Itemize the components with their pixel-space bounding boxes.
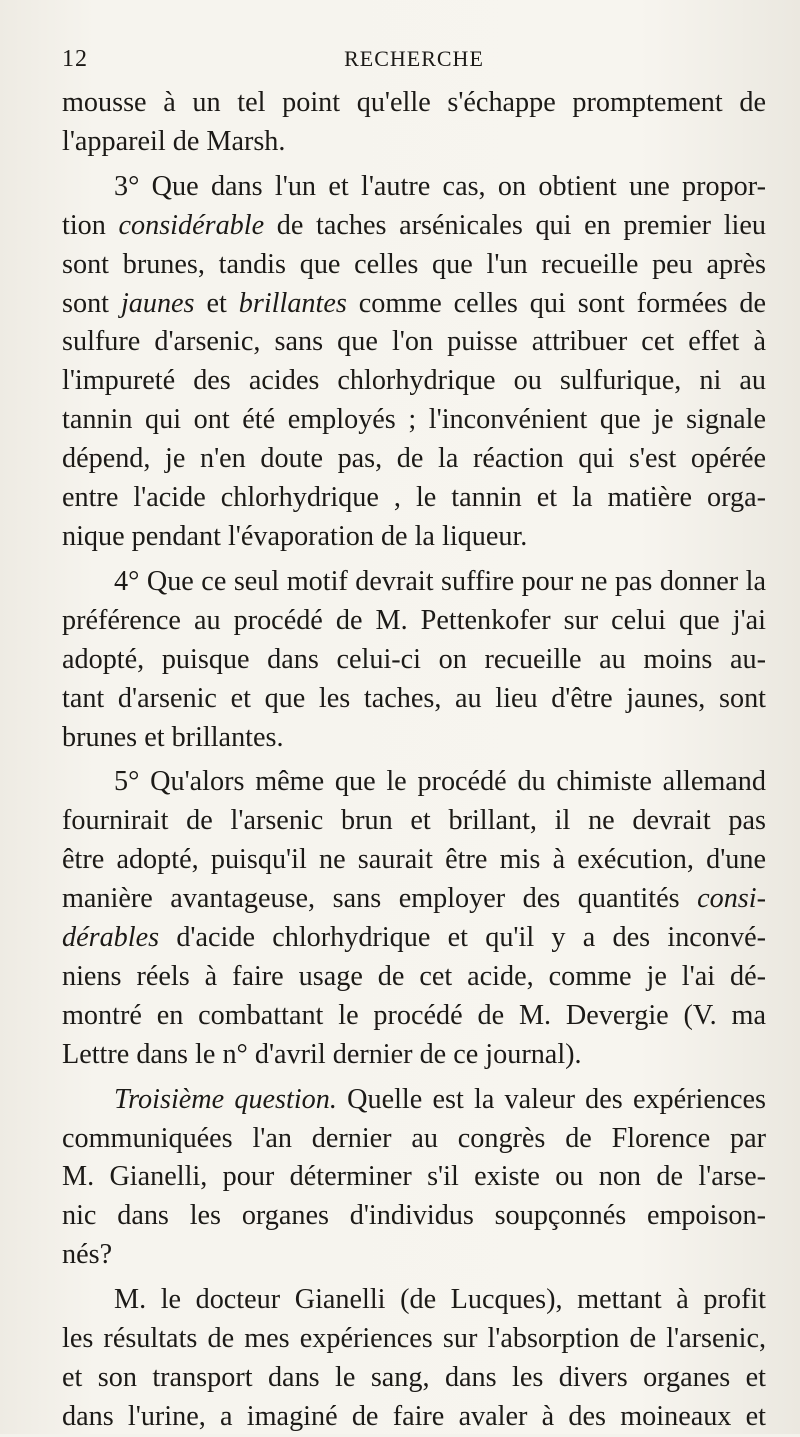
paragraph (62, 84, 766, 162)
text-span: 4° Que ce seul motif devrait suffire pour ne pas donner la (114, 565, 766, 597)
text-span: montré en combattant le procédé de M. Devergie (V. ma (62, 999, 766, 1031)
text-line (62, 1120, 766, 1159)
text-line (62, 880, 766, 919)
italic-text: brillantes (238, 287, 347, 319)
text-line (62, 246, 766, 285)
text-line (62, 602, 766, 641)
page-header (62, 44, 766, 84)
text-line (62, 1081, 766, 1120)
text-span: sont brunes, tandis que celles que l'un recueille peu après (62, 248, 766, 280)
text-span: adopté, puisque dans celui-ci on recueille au moins au- (62, 643, 766, 675)
paragraph (62, 168, 766, 557)
text-line (62, 323, 766, 362)
text-line (62, 641, 766, 680)
text-span: 5° Qu'alors même que le procédé du chimiste allemand (114, 766, 766, 798)
text-span: comme celles qui sont formées de (346, 287, 767, 319)
page-number: 12 (62, 46, 88, 72)
text-span: dans l'urine, a imaginé de faire avaler à des moineaux et (62, 1400, 766, 1432)
italic-text: considérable (118, 209, 265, 241)
text-span: tion (62, 209, 119, 241)
paragraph (62, 1281, 766, 1437)
italic-text: dérables (62, 922, 160, 954)
text-line (62, 1320, 766, 1359)
text-line (62, 207, 766, 246)
text-line (62, 680, 766, 719)
text-line (62, 563, 766, 602)
italic-text: Troisième question. (114, 1083, 337, 1115)
text-span: de taches arsénicales qui en premier lieu (264, 209, 766, 241)
text-span: brunes et brillantes. (62, 721, 284, 753)
text-line (62, 479, 766, 518)
text-line (62, 1197, 766, 1236)
text-span: Quelle est la valeur des expériences (336, 1083, 766, 1115)
text-line (62, 919, 766, 958)
text-span: tant d'arsenic et que les taches, au lieu d'être jaunes, sont (62, 682, 766, 714)
text-line (62, 401, 766, 440)
paragraph (62, 563, 766, 758)
text-line (62, 1236, 766, 1275)
text-line (62, 719, 766, 758)
text-line (62, 518, 766, 557)
text-line (62, 362, 766, 401)
text-span: M. le docteur Gianelli (de Lucques), mettant à profit (114, 1284, 766, 1316)
text-span: les résultats de mes expériences sur l'absorption de l'arsenic, (62, 1323, 766, 1355)
text-line (62, 123, 766, 162)
text-span: entre l'acide chlorhydrique , le tannin et la matière orga- (62, 482, 766, 514)
text-span: dépend, je n'en doute pas, de la réaction qui s'est opérée (62, 443, 766, 475)
text-line (62, 802, 766, 841)
text-span: niens réels à faire usage de cet acide, comme je l'ai dé- (62, 960, 766, 992)
text-span: nés? (62, 1239, 113, 1271)
text-span: et (194, 287, 239, 319)
text-span: fournirait de l'arsenic brun et brillant, il ne devrait pas (62, 805, 766, 837)
text-span: sont (62, 287, 121, 319)
body-text (62, 84, 766, 1437)
paragraph (62, 763, 766, 1074)
text-span: manière avantageuse, sans employer des quantités (62, 883, 698, 915)
italic-text: consi- (697, 883, 766, 915)
text-line (62, 285, 766, 324)
text-span: sulfure d'arsenic, sans que l'on puisse attribuer cet effet à (62, 326, 766, 358)
text-line (62, 958, 766, 997)
text-span: 3° Que dans l'un et l'autre cas, on obtient une propor- (114, 170, 766, 202)
text-span: être adopté, puisqu'il ne saurait être mis à exécution, d'une (62, 844, 766, 876)
text-line (62, 1359, 766, 1398)
text-line (62, 168, 766, 207)
text-line (62, 1281, 766, 1320)
text-span: l'impureté des acides chlorhydrique ou sulfurique, ni au (62, 365, 766, 397)
text-line (62, 84, 766, 123)
text-span: M. Gianelli, pour déterminer s'il existe ou non de l'arse- (62, 1161, 766, 1193)
text-span: préférence au procédé de M. Pettenkofer sur celui que j'ai (62, 604, 766, 636)
text-span: nic dans les organes d'individus soupçonnés empoison- (62, 1200, 766, 1232)
text-line (62, 997, 766, 1036)
text-span: et son transport dans le sang, dans les divers organes et (62, 1362, 766, 1393)
italic-text: jaunes (120, 287, 195, 319)
text-line (62, 841, 766, 880)
text-span: mousse à un tel point qu'elle s'échappe promptement de (62, 87, 766, 118)
text-span: communiquées l'an dernier au congrès de Florence par (62, 1122, 766, 1154)
text-span: nique pendant l'évaporation de la liqueur. (62, 520, 528, 552)
text-line (62, 1398, 766, 1437)
text-line (62, 1036, 766, 1075)
running-head: RECHERCHE (344, 46, 484, 71)
text-span: Lettre dans le n° d'avril dernier de ce journal). (62, 1038, 582, 1070)
text-line (62, 763, 766, 802)
text-line (62, 1158, 766, 1197)
paragraph (62, 1081, 766, 1276)
text-line (62, 440, 766, 479)
text-span: tannin qui ont été employés ; l'inconvénient que je signale (62, 404, 766, 436)
text-span: d'acide chlorhydrique et qu'il y a des inconvé- (159, 922, 766, 954)
text-span: l'appareil de Marsh. (62, 125, 286, 157)
